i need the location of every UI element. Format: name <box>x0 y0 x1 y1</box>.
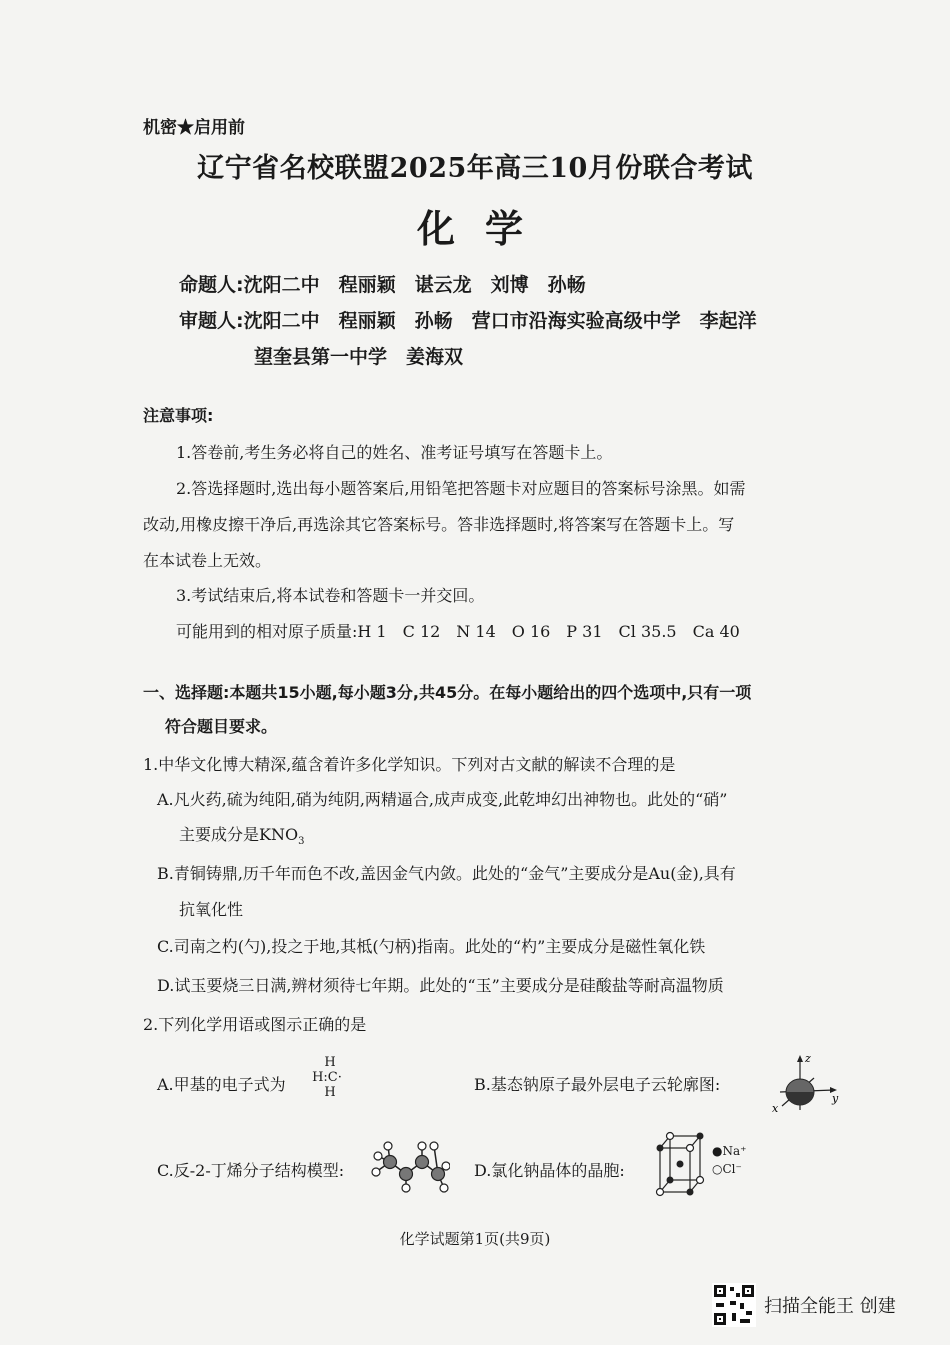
question-1-stem: 1.中华文化博大精深,蕴含着许多化学知识。下列对古文献的解读不合理的是 <box>143 755 676 774</box>
kno3-subscript: 3 <box>298 836 305 848</box>
c-atom <box>400 1168 413 1181</box>
atomic-mass-list: 可能用到的相对原子质量:H 1 C 12 N 14 O 16 P 31 Cl 35.5 Ca 40 <box>176 622 740 641</box>
butene-model-figure <box>370 1136 450 1194</box>
formula-middle: H:C· <box>312 1070 342 1085</box>
notice-item-2-line-1: 2.答选择题时,选出每小题答案后,用铅笔把答题卡对应题目的答案标号涂黑。如需 <box>176 479 746 498</box>
methyl-electron-formula <box>312 1055 345 1100</box>
notice-item-2-line-2: 改动,用橡皮擦干净后,再选涂其它答案标号。答非选择题时,将答案写在答题卡上。写 <box>143 515 735 534</box>
question-1-option-a-line-1: A.凡火药,硫为纯阳,硝为纯阴,两精逼合,成声成变,此乾坤幻出神物也。此处的“硝” <box>157 790 728 809</box>
c-atom <box>432 1168 445 1181</box>
authors-line-2: 审题人:沈阳二中 程丽颖 孙畅 营口市沿海实验高级中学 李起洋 <box>179 310 757 332</box>
notice-title: 注意事项: <box>143 406 214 425</box>
section-heading-line-1: 一、选择题:本题共15小题,每小题3分,共45分。在每小题给出的四个选项中,只有一项 <box>143 683 752 702</box>
subject-title: 化学 <box>416 206 553 251</box>
cl-ion <box>657 1189 664 1196</box>
legend-cl: ○Cl⁻ <box>712 1162 742 1176</box>
sodium-orbital-figure <box>764 1052 842 1118</box>
cl-ion <box>687 1145 694 1152</box>
qr-code-icon <box>712 1283 756 1327</box>
na-ion <box>657 1145 664 1152</box>
nacl-cell-figure <box>652 1128 710 1198</box>
legend-na: ●Na⁺ <box>712 1144 747 1158</box>
confidential-mark: 机密★启用前 <box>143 118 245 138</box>
y-label: y <box>832 1092 839 1105</box>
h-atom <box>384 1142 392 1150</box>
notice-item-2-line-3: 在本试卷上无效。 <box>143 551 272 570</box>
question-1-option-d: D.试玉要烧三日满,辨材须待七年期。此处的“玉”主要成分是硅酸盐等耐高温物质 <box>157 976 724 995</box>
h-atom <box>402 1184 410 1192</box>
z-label: z <box>805 1052 811 1065</box>
question-2-option-d: D.氯化钠晶体的晶胞: <box>474 1161 625 1180</box>
na-ion <box>677 1161 684 1168</box>
question-1-option-c: C.司南之杓(勺),投之于地,其柢(勺柄)指南。此处的“杓”主要成分是磁性氧化铁 <box>157 937 706 956</box>
exam-title: 辽宁省名校联盟2025年高三10月份联合考试 <box>197 153 753 184</box>
section-heading-line-2: 符合题目要求。 <box>165 717 278 736</box>
authors-line-3: 望奎县第一中学 姜海双 <box>254 346 464 368</box>
question-1-option-b-line-1: B.青铜铸鼎,历千年而色不改,盖因金气内敛。此处的“金气”主要成分是Au(金),具有 <box>157 864 736 883</box>
cell-back-face <box>670 1136 700 1180</box>
h-atom <box>374 1152 382 1160</box>
cell-front-face <box>660 1148 690 1192</box>
na-ion <box>667 1177 674 1184</box>
question-2-option-c: C.反-2-丁烯分子结构模型: <box>157 1161 345 1180</box>
nacl-legend <box>712 1142 746 1178</box>
authors-line-1: 命题人:沈阳二中 程丽颖 谌云龙 刘博 孙畅 <box>179 274 586 296</box>
question-2-stem: 2.下列化学用语或图示正确的是 <box>143 1015 367 1034</box>
z-arrow-icon <box>797 1055 803 1062</box>
na-ion <box>687 1189 694 1196</box>
page-footer: 化学试题第1页(共9页) <box>399 1230 551 1248</box>
notice-item-1: 1.答卷前,考生务必将自己的姓名、准考证号填写在答题卡上。 <box>176 443 613 462</box>
h-atom <box>418 1142 426 1150</box>
h-atom <box>430 1142 438 1150</box>
na-ion <box>697 1133 704 1140</box>
h-atom <box>372 1168 380 1176</box>
question-2-option-a: A.甲基的电子式为 <box>157 1075 286 1094</box>
question-1-option-a-line-2 <box>179 822 304 847</box>
cl-ion <box>697 1177 704 1184</box>
cl-ion <box>667 1133 674 1140</box>
c-atom <box>384 1156 397 1169</box>
kno3-prefix: 主要成分是KNO <box>179 825 299 844</box>
orbital-shade <box>786 1092 814 1105</box>
notice-item-3: 3.考试结束后,将本试卷和答题卡一并交回。 <box>176 586 485 605</box>
c-atom <box>416 1156 429 1169</box>
question-2-option-b: B.基态钠原子最外层电子云轮廓图: <box>474 1075 721 1094</box>
h-atom <box>442 1162 450 1170</box>
question-1-option-b-line-2: 抗氧化性 <box>179 900 244 919</box>
formula-top-h: H <box>324 1055 336 1070</box>
x-label: x <box>772 1102 779 1115</box>
scanner-watermark: 扫描全能王 创建 <box>764 1296 896 1317</box>
h-atom <box>440 1184 448 1192</box>
formula-bottom-h: H <box>324 1085 336 1100</box>
